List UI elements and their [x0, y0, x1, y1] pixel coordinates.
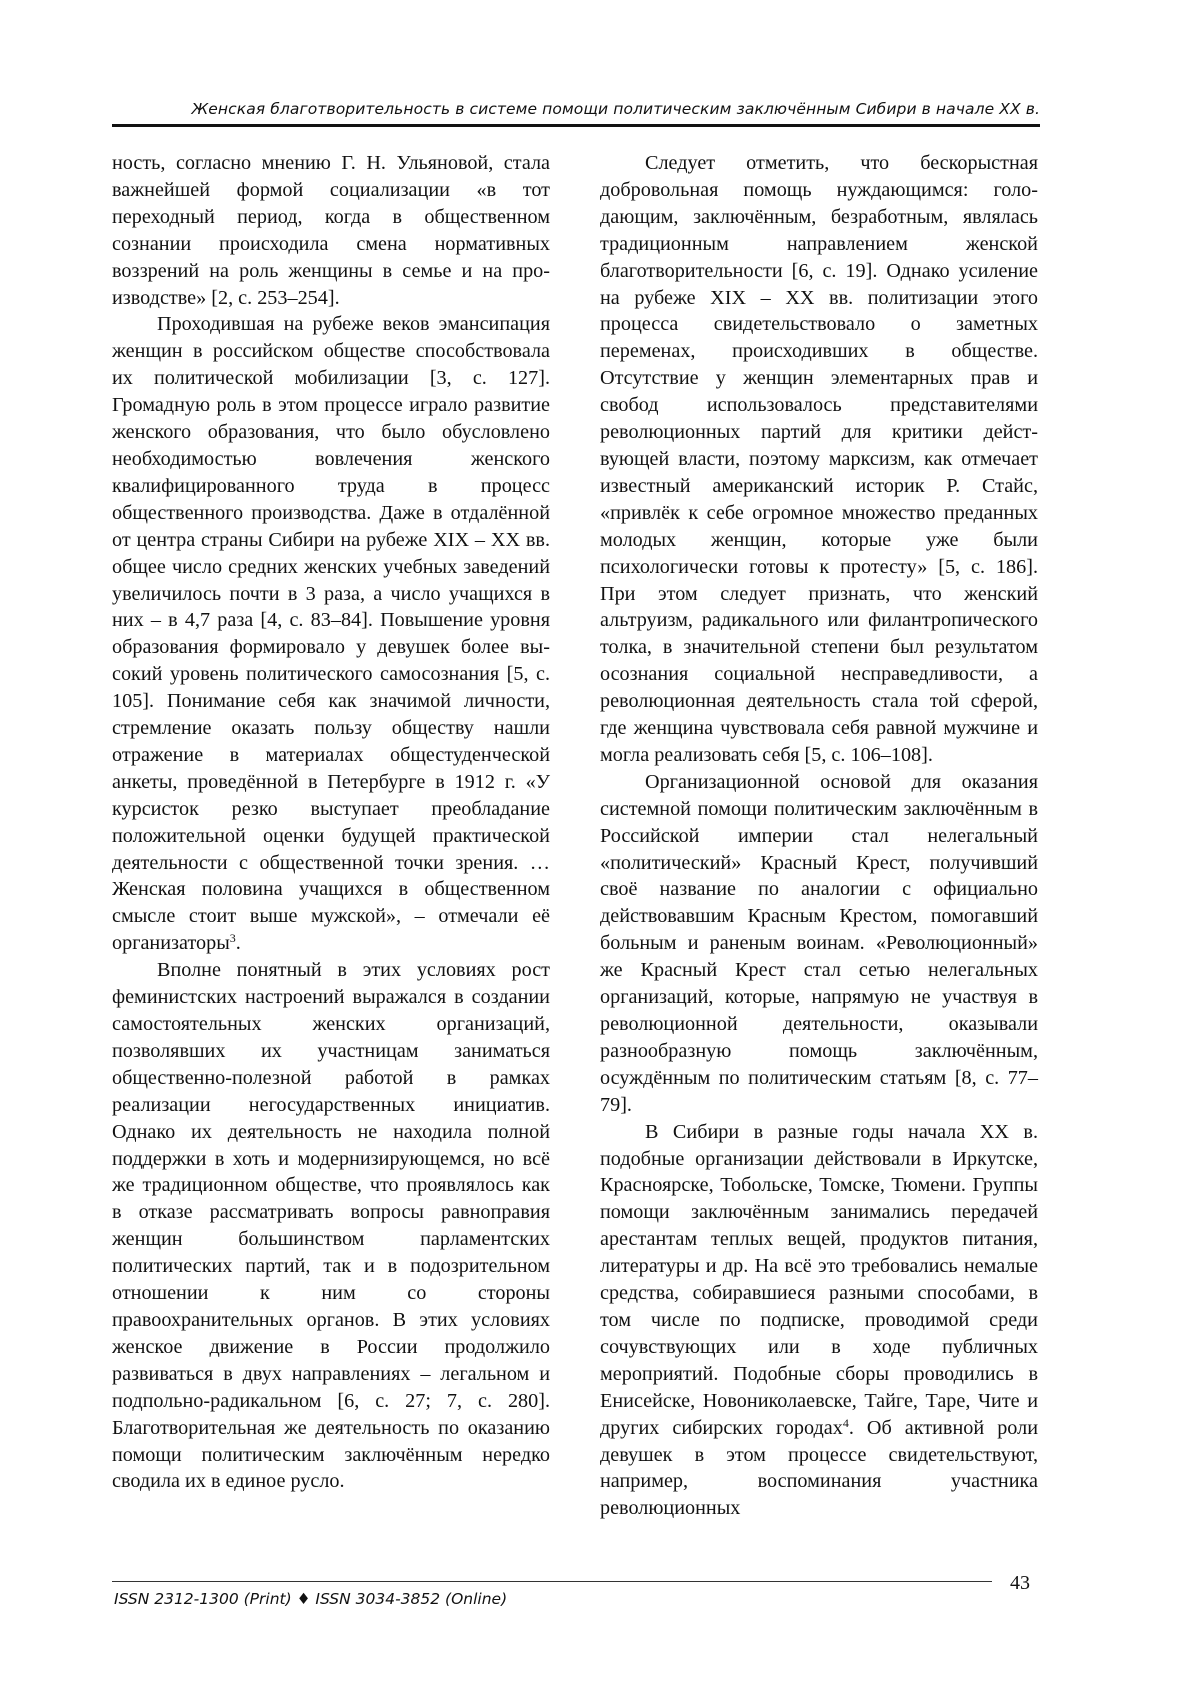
paragraph: В Сибири в разные годы начала XX в. подобные организации действовали в Иркутске, Красноярске, Тобольске, Томске, Тюмени. Группы помощи заключённым занимались передачей арестантам теплых вещей, продуктов питания, литературы и др. На всё это требовались немалые средства, собиравшиеся разными способами, в том числе по подписке, проводимой среди сочувствующих или в ходе публичных мероприятий. Подобные сборы проводились в Енисейске, Новониколаевске, Тайге, Таре, Чите и других сибирских городах$^4$. Об активной роли девушек в этом процессе свидетельствуют, например, воспоминания участника революционных — [600, 1120, 1038, 1520]
footnote-ref[interactable]: 4 — [842, 1415, 849, 1430]
paragraph: Вполне понятный в этих условиях рост феминистских настроений выражался в создании самостоятельных женских организаций, позволявших их участницам заниматься общественно-полезной работой в рамках реализации негосударственных инициатив. Однако их деятельность не находила полной поддержки в хоть и модернизирующемся, но всё же традиционном обществе, что проявлялось как в отказе рассматривать вопросы равноправия женщин большинством парламентских политических партий, так и в подозрительном отношении к ним со стороны правоохранительных органов. В этих условиях женское движение в России продолжило развиваться в двух направлениях – легальном и подпольно-радикальном [6, с. 27; 7, с. 280]. Благотворительная же деятельность по оказанию помощи политическим заключённым нередко сводила их в единое русло. — [112, 959, 550, 1493]
footnote-ref[interactable]: 3 — [229, 931, 236, 946]
paragraph: Следует отметить, что бескорыстная добровольная помощь нуждающимся: голодающим, заключённым, безработным, являлась традиционным направлением женской благотворительности [6, с. 19]. Однако усиление на рубеже XIX – XX вв. политизации этого процесса свидетельствовало о заметных переменах, происходивших в обществе. Отсутствие у женщин элементарных прав и свобод использовалось представителями революционных партий для критики действующей власти, поэтому марксизм, как отмечает известный американский историк Р. Стайс, «привлёк к себе огромное множество преданных молодых женщин, которые уже были психологически готовы к протесту» [5, с. 186]. При этом следует признать, что женский альтруизм, радикального или филантропического толка, в значительной степени был результатом осознания социальной несправедливости, а революционная деятельность стала той сферой, где женщина чувствовала себя равной мужчине и могла реализовать себя [5, с. 106–108]. — [600, 152, 1038, 766]
paragraph: ность, согласно мнению Г. Н. Ульяновой, стала важнейшей формой социализации «в тот переходный период, когда в общественном сознании происходила смена нормативных воззрений на роль женщины в семье и на производстве» [2, с. 253–254]. — [112, 152, 550, 309]
left-column — [112, 150, 550, 1495]
header-rule — [112, 124, 1040, 127]
footer-rule — [112, 1581, 992, 1582]
running-title: Женская благотворительность в системе помощи политическим заключённым Сибири в начале XX в. — [191, 100, 1040, 118]
paragraph: Организационной основой для оказания системной помощи политическим заключённым в Российской империи стал нелегальный «политический» Красный Крест, получивший своё название по аналогии с официально действовавшим Красным Крестом, помогавший больным и раненым воинам. «Революционный» же Красный Крест стал сетью нелегальных организаций, которые, напрямую не участвуя в революционной деятельности, оказывали разнообразную помощь заключённым, осуждённым по политическим статьям [8, с. 77–79]. — [600, 770, 1038, 1116]
right-column — [600, 150, 1038, 1522]
page-number: 43 — [1010, 1572, 1030, 1594]
issn-line: ISSN 2312-1300 (Print) ♦ ISSN 3034-3852 (Online) — [114, 1590, 508, 1608]
paragraph: Проходившая на рубеже веков эмансипация женщин в российском обществе способствовала их политической мобилизации [3, с. 127]. Громадную роль в этом процессе играло развитие женского образования, что было обусловлено необходимостью вовлечения женского квалифицированного труда в процесс общественного производства. Даже в отдалённой от центра страны Сибири на рубеже XIX – XX вв. общее число средних женских учебных заведений увеличилось почти в 3 раза, а число учащихся в них – в 4,7 раза [4, с. 83–84]. Повышение уровня образования формировало у девушек более высокий уровень политического самосознания [5, с. 105]. Понимание себя как значимой личности, стремление оказать пользу обществу нашли отражение в материалах общестуденческой анкеты, проведённой в Петербурге в 1912 г. «У курсисток резко выступает преобладание положительной оценки будущей практической деятельности с общественной точки зрения. …Женская половина учащихся в общественном смысле стоит выше мужской», – отмечали её организаторы$^3$. — [112, 313, 550, 955]
